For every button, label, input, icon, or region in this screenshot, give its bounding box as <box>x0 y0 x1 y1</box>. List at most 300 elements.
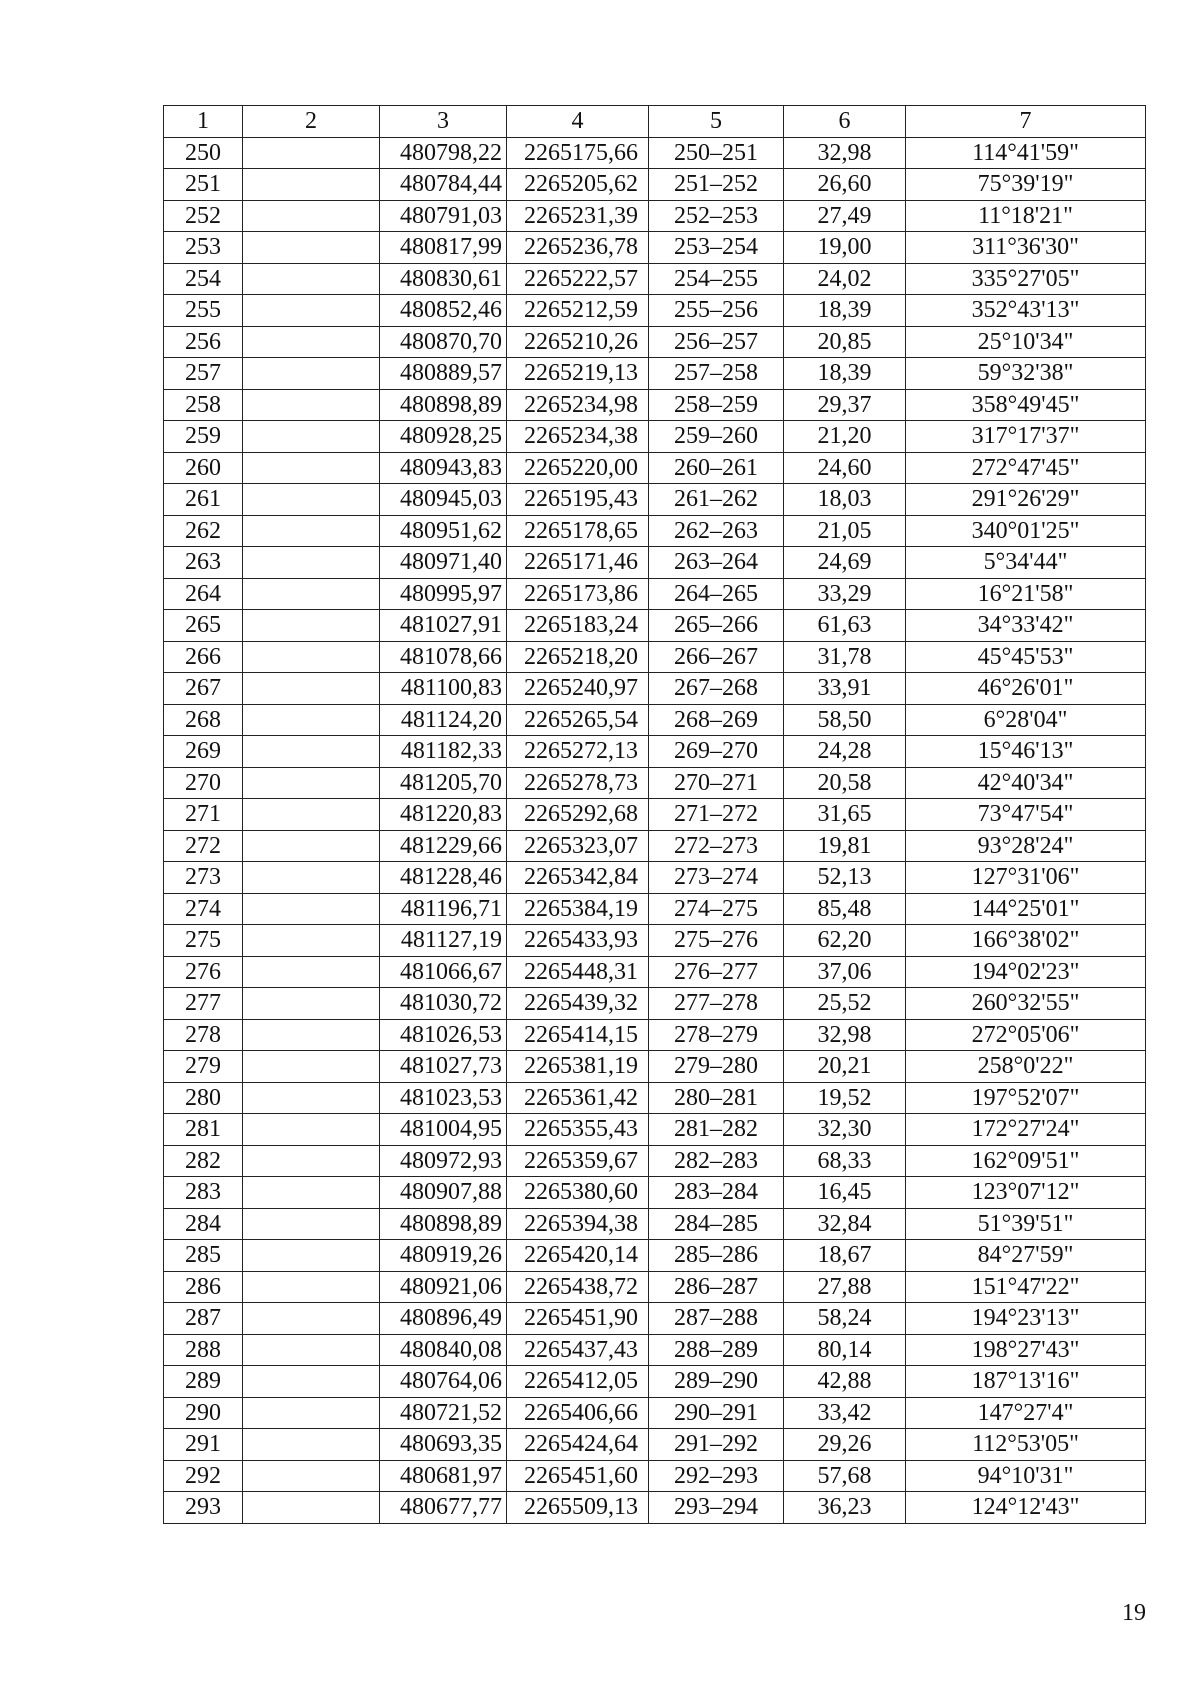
bearing-cell: 112°53'05" <box>906 1429 1146 1461</box>
distance-cell: 19,00 <box>784 232 906 264</box>
segment-cell: 251–252 <box>649 169 784 201</box>
bearing-cell: 187°13'16" <box>906 1366 1146 1398</box>
point-number-cell: 275 <box>164 925 243 957</box>
point-number-cell: 259 <box>164 421 243 453</box>
bearing-cell: 15°46'13" <box>906 736 1146 768</box>
distance-cell: 24,60 <box>784 452 906 484</box>
point-number-cell: 290 <box>164 1397 243 1429</box>
segment-cell: 256–257 <box>649 326 784 358</box>
segment-cell: 254–255 <box>649 263 784 295</box>
distance-cell: 20,58 <box>784 767 906 799</box>
y-coordinate-cell: 2265439,32 <box>507 988 649 1020</box>
bearing-cell: 124°12'43" <box>906 1492 1146 1524</box>
description-cell <box>243 1082 380 1114</box>
bearing-cell: 59°32'38" <box>906 358 1146 390</box>
distance-cell: 18,67 <box>784 1240 906 1272</box>
y-coordinate-cell: 2265384,19 <box>507 893 649 925</box>
segment-cell: 275–276 <box>649 925 784 957</box>
y-coordinate-cell: 2265424,64 <box>507 1429 649 1461</box>
point-number-cell: 276 <box>164 956 243 988</box>
description-cell <box>243 704 380 736</box>
table-row <box>164 1240 1146 1272</box>
bearing-cell: 260°32'55" <box>906 988 1146 1020</box>
segment-cell: 293–294 <box>649 1492 784 1524</box>
description-cell <box>243 1366 380 1398</box>
x-coordinate-cell: 480817,99 <box>380 232 507 264</box>
y-coordinate-cell: 2265509,13 <box>507 1492 649 1524</box>
bearing-cell: 16°21'58" <box>906 578 1146 610</box>
distance-cell: 19,52 <box>784 1082 906 1114</box>
table-row <box>164 263 1146 295</box>
description-cell <box>243 1145 380 1177</box>
y-coordinate-cell: 2265414,15 <box>507 1019 649 1051</box>
description-cell <box>243 1019 380 1051</box>
table-row <box>164 1334 1146 1366</box>
description-cell <box>243 610 380 642</box>
segment-cell: 264–265 <box>649 578 784 610</box>
point-number-cell: 252 <box>164 200 243 232</box>
bearing-cell: 272°05'06" <box>906 1019 1146 1051</box>
table-row <box>164 1492 1146 1524</box>
description-cell <box>243 295 380 327</box>
description-cell <box>243 358 380 390</box>
segment-cell: 262–263 <box>649 515 784 547</box>
bearing-cell: 45°45'53" <box>906 641 1146 673</box>
description-cell <box>243 484 380 516</box>
point-number-cell: 257 <box>164 358 243 390</box>
bearing-cell: 147°27'4" <box>906 1397 1146 1429</box>
distance-cell: 33,29 <box>784 578 906 610</box>
table-row <box>164 1397 1146 1429</box>
table-row <box>164 1303 1146 1335</box>
y-coordinate-cell: 2265355,43 <box>507 1114 649 1146</box>
description-cell <box>243 578 380 610</box>
segment-cell: 282–283 <box>649 1145 784 1177</box>
point-number-cell: 278 <box>164 1019 243 1051</box>
table-row <box>164 893 1146 925</box>
distance-cell: 85,48 <box>784 893 906 925</box>
segment-cell: 285–286 <box>649 1240 784 1272</box>
table-row <box>164 1082 1146 1114</box>
y-coordinate-cell: 2265178,65 <box>507 515 649 547</box>
table-row <box>164 137 1146 169</box>
point-number-cell: 284 <box>164 1208 243 1240</box>
x-coordinate-cell: 481027,73 <box>380 1051 507 1083</box>
distance-cell: 31,78 <box>784 641 906 673</box>
description-cell <box>243 862 380 894</box>
bearing-cell: 34°33'42" <box>906 610 1146 642</box>
point-number-cell: 288 <box>164 1334 243 1366</box>
point-number-cell: 253 <box>164 232 243 264</box>
distance-cell: 20,21 <box>784 1051 906 1083</box>
x-coordinate-cell: 481027,91 <box>380 610 507 642</box>
segment-cell: 267–268 <box>649 673 784 705</box>
distance-cell: 57,68 <box>784 1460 906 1492</box>
bearing-cell: 311°36'30" <box>906 232 1146 264</box>
description-cell <box>243 1429 380 1461</box>
segment-cell: 258–259 <box>649 389 784 421</box>
x-coordinate-cell: 481100,83 <box>380 673 507 705</box>
bearing-cell: 291°26'29" <box>906 484 1146 516</box>
point-number-cell: 261 <box>164 484 243 516</box>
bearing-cell: 352°43'13" <box>906 295 1146 327</box>
segment-cell: 291–292 <box>649 1429 784 1461</box>
table-row <box>164 578 1146 610</box>
bearing-cell: 335°27'05" <box>906 263 1146 295</box>
x-coordinate-cell: 480721,52 <box>380 1397 507 1429</box>
bearing-cell: 317°17'37" <box>906 421 1146 453</box>
table-row <box>164 389 1146 421</box>
x-coordinate-cell: 481228,46 <box>380 862 507 894</box>
segment-cell: 286–287 <box>649 1271 784 1303</box>
table-row <box>164 515 1146 547</box>
description-cell <box>243 1177 380 1209</box>
bearing-cell: 84°27'59" <box>906 1240 1146 1272</box>
distance-cell: 26,60 <box>784 169 906 201</box>
table-row <box>164 484 1146 516</box>
point-number-cell: 293 <box>164 1492 243 1524</box>
distance-cell: 24,69 <box>784 547 906 579</box>
description-cell <box>243 1303 380 1335</box>
y-coordinate-cell: 2265234,38 <box>507 421 649 453</box>
x-coordinate-cell: 481030,72 <box>380 988 507 1020</box>
x-coordinate-cell: 481078,66 <box>380 641 507 673</box>
page-number: 19 <box>1122 1600 1146 1626</box>
bearing-cell: 166°38'02" <box>906 925 1146 957</box>
bearing-cell: 151°47'22" <box>906 1271 1146 1303</box>
segment-cell: 263–264 <box>649 547 784 579</box>
x-coordinate-cell: 480995,97 <box>380 578 507 610</box>
point-number-cell: 256 <box>164 326 243 358</box>
distance-cell: 32,84 <box>784 1208 906 1240</box>
description-cell <box>243 137 380 169</box>
column-header: 4 <box>507 106 649 138</box>
segment-cell: 277–278 <box>649 988 784 1020</box>
segment-cell: 288–289 <box>649 1334 784 1366</box>
table-row <box>164 799 1146 831</box>
y-coordinate-cell: 2265205,62 <box>507 169 649 201</box>
table-row <box>164 1019 1146 1051</box>
description-cell <box>243 1460 380 1492</box>
bearing-cell: 194°02'23" <box>906 956 1146 988</box>
distance-cell: 20,85 <box>784 326 906 358</box>
y-coordinate-cell: 2265448,31 <box>507 956 649 988</box>
table-row <box>164 421 1146 453</box>
distance-cell: 33,91 <box>784 673 906 705</box>
point-number-cell: 283 <box>164 1177 243 1209</box>
y-coordinate-cell: 2265420,14 <box>507 1240 649 1272</box>
x-coordinate-cell: 481026,53 <box>380 1019 507 1051</box>
bearing-cell: 25°10'34" <box>906 326 1146 358</box>
segment-cell: 257–258 <box>649 358 784 390</box>
column-header: 1 <box>164 106 243 138</box>
x-coordinate-cell: 480907,88 <box>380 1177 507 1209</box>
table-row <box>164 1177 1146 1209</box>
x-coordinate-cell: 481127,19 <box>380 925 507 957</box>
table-row <box>164 736 1146 768</box>
description-cell <box>243 1492 380 1524</box>
point-number-cell: 291 <box>164 1429 243 1461</box>
x-coordinate-cell: 480972,93 <box>380 1145 507 1177</box>
x-coordinate-cell: 480791,03 <box>380 200 507 232</box>
x-coordinate-cell: 481229,66 <box>380 830 507 862</box>
bearing-cell: 340°01'25" <box>906 515 1146 547</box>
description-cell <box>243 988 380 1020</box>
description-cell <box>243 452 380 484</box>
table-row <box>164 610 1146 642</box>
x-coordinate-cell: 480889,57 <box>380 358 507 390</box>
description-cell <box>243 200 380 232</box>
description-cell <box>243 641 380 673</box>
description-cell <box>243 547 380 579</box>
x-coordinate-cell: 480951,62 <box>380 515 507 547</box>
y-coordinate-cell: 2265381,19 <box>507 1051 649 1083</box>
segment-cell: 279–280 <box>649 1051 784 1083</box>
distance-cell: 19,81 <box>784 830 906 862</box>
column-header: 3 <box>380 106 507 138</box>
description-cell <box>243 736 380 768</box>
description-cell <box>243 263 380 295</box>
bearing-cell: 5°34'44" <box>906 547 1146 579</box>
description-cell <box>243 925 380 957</box>
distance-cell: 18,39 <box>784 358 906 390</box>
point-number-cell: 255 <box>164 295 243 327</box>
bearing-cell: 73°47'54" <box>906 799 1146 831</box>
x-coordinate-cell: 480840,08 <box>380 1334 507 1366</box>
description-cell <box>243 799 380 831</box>
segment-cell: 250–251 <box>649 137 784 169</box>
point-number-cell: 280 <box>164 1082 243 1114</box>
y-coordinate-cell: 2265219,13 <box>507 358 649 390</box>
table-row <box>164 641 1146 673</box>
table-row <box>164 1429 1146 1461</box>
description-cell <box>243 1397 380 1429</box>
y-coordinate-cell: 2265433,93 <box>507 925 649 957</box>
description-cell <box>243 232 380 264</box>
x-coordinate-cell: 481023,53 <box>380 1082 507 1114</box>
point-number-cell: 268 <box>164 704 243 736</box>
x-coordinate-cell: 481124,20 <box>380 704 507 736</box>
column-header: 5 <box>649 106 784 138</box>
point-number-cell: 265 <box>164 610 243 642</box>
point-number-cell: 251 <box>164 169 243 201</box>
distance-cell: 68,33 <box>784 1145 906 1177</box>
x-coordinate-cell: 480943,83 <box>380 452 507 484</box>
segment-cell: 261–262 <box>649 484 784 516</box>
bearing-cell: 127°31'06" <box>906 862 1146 894</box>
y-coordinate-cell: 2265361,42 <box>507 1082 649 1114</box>
segment-cell: 287–288 <box>649 1303 784 1335</box>
x-coordinate-cell: 481066,67 <box>380 956 507 988</box>
y-coordinate-cell: 2265212,59 <box>507 295 649 327</box>
y-coordinate-cell: 2265175,66 <box>507 137 649 169</box>
bearing-cell: 123°07'12" <box>906 1177 1146 1209</box>
y-coordinate-cell: 2265394,38 <box>507 1208 649 1240</box>
distance-cell: 27,49 <box>784 200 906 232</box>
distance-cell: 16,45 <box>784 1177 906 1209</box>
x-coordinate-cell: 480677,77 <box>380 1492 507 1524</box>
description-cell <box>243 830 380 862</box>
y-coordinate-cell: 2265451,60 <box>507 1460 649 1492</box>
point-number-cell: 281 <box>164 1114 243 1146</box>
x-coordinate-cell: 480945,03 <box>380 484 507 516</box>
description-cell <box>243 956 380 988</box>
segment-cell: 252–253 <box>649 200 784 232</box>
distance-cell: 36,23 <box>784 1492 906 1524</box>
segment-cell: 292–293 <box>649 1460 784 1492</box>
point-number-cell: 279 <box>164 1051 243 1083</box>
bearing-cell: 272°47'45" <box>906 452 1146 484</box>
segment-cell: 253–254 <box>649 232 784 264</box>
column-header: 6 <box>784 106 906 138</box>
table-row <box>164 1208 1146 1240</box>
description-cell <box>243 389 380 421</box>
y-coordinate-cell: 2265292,68 <box>507 799 649 831</box>
table-row <box>164 358 1146 390</box>
y-coordinate-cell: 2265451,90 <box>507 1303 649 1335</box>
bearing-cell: 42°40'34" <box>906 767 1146 799</box>
distance-cell: 21,05 <box>784 515 906 547</box>
distance-cell: 32,98 <box>784 137 906 169</box>
table-row <box>164 1051 1146 1083</box>
table-row <box>164 547 1146 579</box>
description-cell <box>243 515 380 547</box>
segment-cell: 270–271 <box>649 767 784 799</box>
y-coordinate-cell: 2265171,46 <box>507 547 649 579</box>
coordinates-table <box>163 105 1146 1524</box>
y-coordinate-cell: 2265437,43 <box>507 1334 649 1366</box>
x-coordinate-cell: 480764,06 <box>380 1366 507 1398</box>
point-number-cell: 292 <box>164 1460 243 1492</box>
bearing-cell: 144°25'01" <box>906 893 1146 925</box>
segment-cell: 274–275 <box>649 893 784 925</box>
bearing-cell: 75°39'19" <box>906 169 1146 201</box>
distance-cell: 18,39 <box>784 295 906 327</box>
point-number-cell: 254 <box>164 263 243 295</box>
y-coordinate-cell: 2265342,84 <box>507 862 649 894</box>
segment-cell: 290–291 <box>649 1397 784 1429</box>
x-coordinate-cell: 480971,40 <box>380 547 507 579</box>
segment-cell: 280–281 <box>649 1082 784 1114</box>
bearing-cell: 194°23'13" <box>906 1303 1146 1335</box>
point-number-cell: 258 <box>164 389 243 421</box>
distance-cell: 61,63 <box>784 610 906 642</box>
y-coordinate-cell: 2265236,78 <box>507 232 649 264</box>
table-row <box>164 1460 1146 1492</box>
point-number-cell: 272 <box>164 830 243 862</box>
bearing-cell: 46°26'01" <box>906 673 1146 705</box>
x-coordinate-cell: 480896,49 <box>380 1303 507 1335</box>
distance-cell: 32,98 <box>784 1019 906 1051</box>
x-coordinate-cell: 481220,83 <box>380 799 507 831</box>
distance-cell: 80,14 <box>784 1334 906 1366</box>
x-coordinate-cell: 480919,26 <box>380 1240 507 1272</box>
table-row <box>164 200 1146 232</box>
description-cell <box>243 1051 380 1083</box>
table-header-row <box>164 106 1146 138</box>
table-row <box>164 1271 1146 1303</box>
table-row <box>164 326 1146 358</box>
y-coordinate-cell: 2265265,54 <box>507 704 649 736</box>
y-coordinate-cell: 2265240,97 <box>507 673 649 705</box>
x-coordinate-cell: 480681,97 <box>380 1460 507 1492</box>
description-cell <box>243 1114 380 1146</box>
point-number-cell: 286 <box>164 1271 243 1303</box>
description-cell <box>243 1208 380 1240</box>
x-coordinate-cell: 480693,35 <box>380 1429 507 1461</box>
y-coordinate-cell: 2265210,26 <box>507 326 649 358</box>
x-coordinate-cell: 480928,25 <box>380 421 507 453</box>
segment-cell: 271–272 <box>649 799 784 831</box>
x-coordinate-cell: 480898,89 <box>380 1208 507 1240</box>
table-row <box>164 704 1146 736</box>
x-coordinate-cell: 480870,70 <box>380 326 507 358</box>
description-cell <box>243 421 380 453</box>
table-row <box>164 452 1146 484</box>
segment-cell: 284–285 <box>649 1208 784 1240</box>
bearing-cell: 51°39'51" <box>906 1208 1146 1240</box>
y-coordinate-cell: 2265218,20 <box>507 641 649 673</box>
point-number-cell: 263 <box>164 547 243 579</box>
x-coordinate-cell: 481182,33 <box>380 736 507 768</box>
table-row <box>164 1114 1146 1146</box>
y-coordinate-cell: 2265222,57 <box>507 263 649 295</box>
bearing-cell: 198°27'43" <box>906 1334 1146 1366</box>
bearing-cell: 197°52'07" <box>906 1082 1146 1114</box>
point-number-cell: 273 <box>164 862 243 894</box>
description-cell <box>243 169 380 201</box>
point-number-cell: 262 <box>164 515 243 547</box>
bearing-cell: 94°10'31" <box>906 1460 1146 1492</box>
segment-cell: 273–274 <box>649 862 784 894</box>
x-coordinate-cell: 480852,46 <box>380 295 507 327</box>
x-coordinate-cell: 481196,71 <box>380 893 507 925</box>
distance-cell: 58,50 <box>784 704 906 736</box>
distance-cell: 27,88 <box>784 1271 906 1303</box>
distance-cell: 24,28 <box>784 736 906 768</box>
point-number-cell: 285 <box>164 1240 243 1272</box>
table-row <box>164 1145 1146 1177</box>
description-cell <box>243 673 380 705</box>
point-number-cell: 270 <box>164 767 243 799</box>
table-row <box>164 767 1146 799</box>
y-coordinate-cell: 2265359,67 <box>507 1145 649 1177</box>
table-row <box>164 925 1146 957</box>
y-coordinate-cell: 2265183,24 <box>507 610 649 642</box>
bearing-cell: 93°28'24" <box>906 830 1146 862</box>
segment-cell: 265–266 <box>649 610 784 642</box>
distance-cell: 31,65 <box>784 799 906 831</box>
distance-cell: 33,42 <box>784 1397 906 1429</box>
bearing-cell: 6°28'04" <box>906 704 1146 736</box>
distance-cell: 24,02 <box>784 263 906 295</box>
x-coordinate-cell: 480798,22 <box>380 137 507 169</box>
segment-cell: 278–279 <box>649 1019 784 1051</box>
y-coordinate-cell: 2265220,00 <box>507 452 649 484</box>
column-header: 2 <box>243 106 380 138</box>
bearing-cell: 162°09'51" <box>906 1145 1146 1177</box>
table-row <box>164 1366 1146 1398</box>
bearing-cell: 11°18'21" <box>906 200 1146 232</box>
distance-cell: 29,37 <box>784 389 906 421</box>
segment-cell: 255–256 <box>649 295 784 327</box>
segment-cell: 266–267 <box>649 641 784 673</box>
column-header: 7 <box>906 106 1146 138</box>
segment-cell: 272–273 <box>649 830 784 862</box>
x-coordinate-cell: 480830,61 <box>380 263 507 295</box>
point-number-cell: 267 <box>164 673 243 705</box>
distance-cell: 18,03 <box>784 484 906 516</box>
